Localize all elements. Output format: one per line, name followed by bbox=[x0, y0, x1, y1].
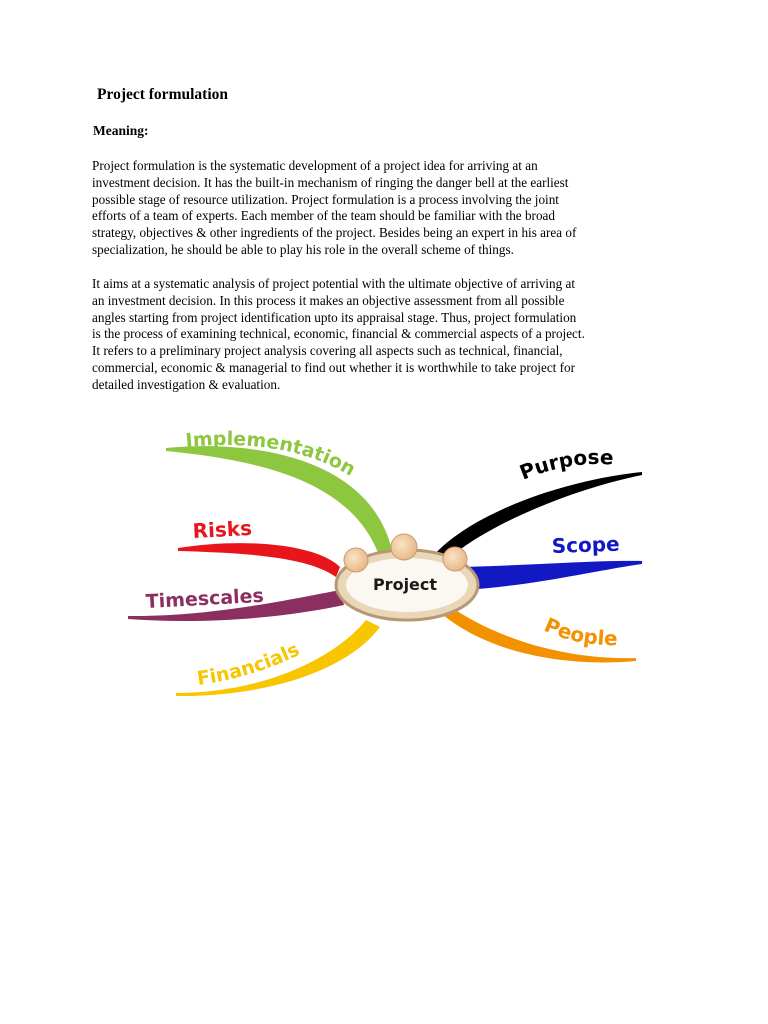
document-title: Project formulation bbox=[97, 86, 228, 103]
scope-branch bbox=[463, 561, 642, 590]
paragraph-1: Project formulation is the systematic development of a project idea for arriving at an investment decision. It has the built-in mechanism of ringing the danger bell at the earliest possible stage of resource utilization. Project formulation is a process involving the joint efforts of a team of experts. Each member of the team should be familiar with the broad strategy, objectives & other ingredients of the project. Besides being an expert in his area of specialization, he should be able to play his role in the overall scheme of things. bbox=[92, 158, 577, 257]
risks-label: Risks bbox=[192, 515, 253, 543]
meaning-heading: Meaning: bbox=[93, 123, 149, 138]
purpose-label: Purpose bbox=[516, 444, 615, 485]
timescales-label: Timescales bbox=[145, 584, 265, 613]
people-label: People bbox=[540, 612, 618, 651]
scope-label: Scope bbox=[551, 531, 621, 558]
financials-label: Financials bbox=[195, 638, 303, 690]
project-mind-map bbox=[118, 415, 658, 705]
risks-branch bbox=[178, 543, 340, 577]
project-center-label: Project bbox=[372, 575, 438, 594]
implementation-label: Implementation bbox=[184, 427, 360, 481]
paragraph-2: It aims at a systematic analysis of project potential with the ultimate objective of arriving at an investment decision. In this process it makes an objective assessment from all possible angles starting from project identification upto its appraisal stage. Thus, project formulation is the process of examining technical, economic, financial & commercial aspects of a project. It refers to a preliminary project analysis covering all aspects such as technical, financial, commercial, economic & managerial to find out whether it is worthwhile to take project for detailed investigation & evaluation. bbox=[92, 276, 585, 392]
